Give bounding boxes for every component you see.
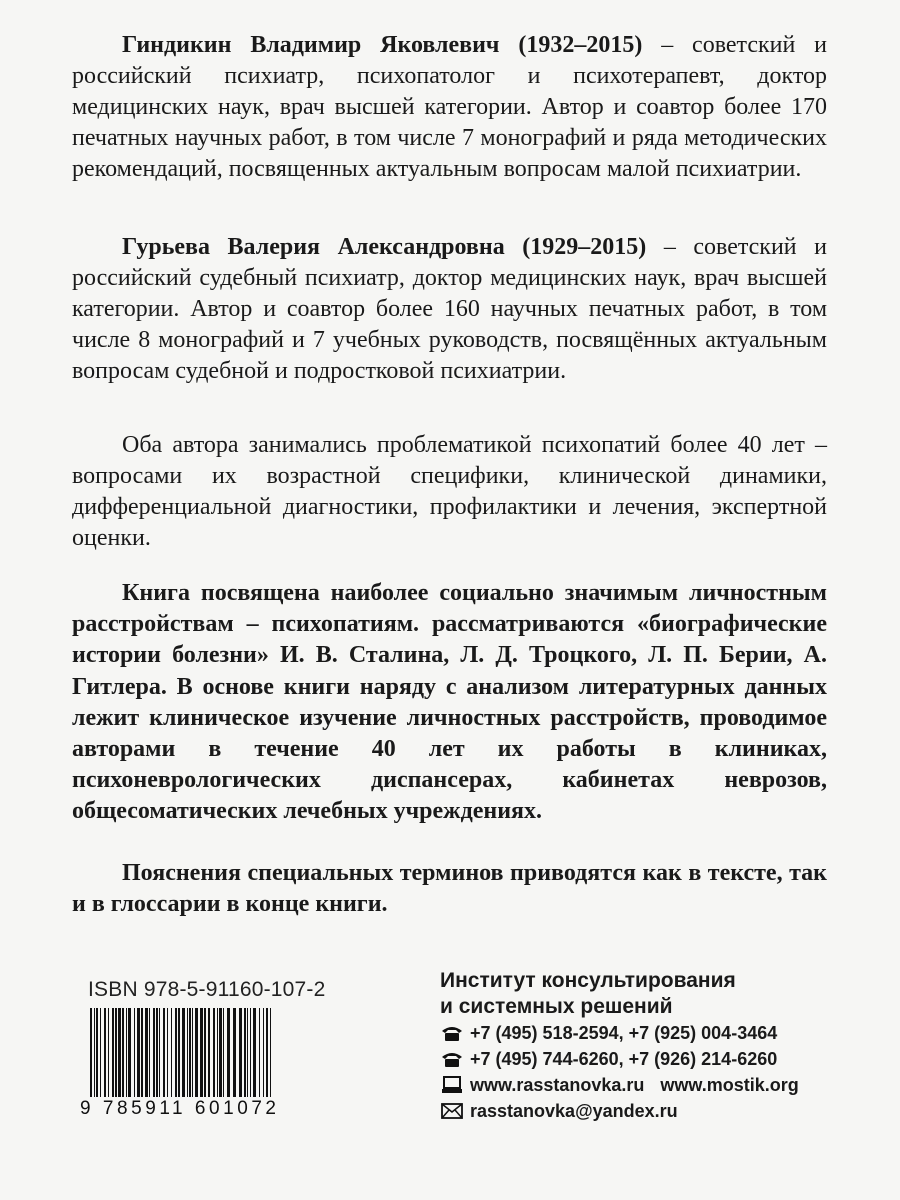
barcode-bar xyxy=(159,1008,160,1098)
author-bio-text: – советский и российский психиатр, психопатолог и психотерапевт, доктор медицинских наук, врач высшей категории. Автор и соавтор более 170 печатных научных работ, в том числе 7 монографий и ряда методических рекомендаций, посвященных актуальным вопросам малой психиатрии. xyxy=(72,32,828,182)
barcode-bar xyxy=(94,1008,95,1098)
barcode-bar xyxy=(171,1008,172,1098)
glossary-note: Пояснения специальных терминов приводятся как в тексте, так и в глоссарии в конце книги. xyxy=(72,860,827,918)
barcode-bar xyxy=(208,1008,210,1098)
computer-icon xyxy=(440,1076,464,1094)
phone-line xyxy=(440,1046,840,1072)
website-link[interactable]: www.rasstanovka.ru xyxy=(470,1075,645,1095)
barcode-bar xyxy=(213,1008,215,1098)
barcode-bar xyxy=(137,1008,140,1098)
barcode-bar xyxy=(253,1008,256,1098)
barcode-bar xyxy=(266,1008,268,1098)
barcode-bar xyxy=(192,1008,193,1098)
barcode-bar xyxy=(200,1008,203,1098)
author-bio-gurieva xyxy=(72,232,827,387)
barcode-bar xyxy=(112,1008,114,1098)
barcode-bar xyxy=(90,1008,92,1108)
book-description: Книга посвящена наиболее социально значимым личностным расстройствам – психопатиям. рассматриваются «биографические истории болезни» И. В. Сталина, Л. Д. Троцкого, Л. П. Берии, А. Гитлера. В основе книги наряду с анализом литературных данных лежит клиническое изучение личностных расстройств, проводимое авторами в течение 40 лет их работы в клиниках, психоневрологических диспансерах, кабинетах неврозов, общесоматических лечебных учреждениях. xyxy=(72,580,827,825)
authors-note: Оба автора занимались проблематикой психопатий более 40 лет – вопросами их возрастной специфики, клинической динамики, дифференциальной диагностики, профилактики и лечения, экспертной оценки. xyxy=(72,432,827,551)
envelope-icon xyxy=(440,1103,464,1119)
barcode-bar xyxy=(175,1008,177,1098)
barcode-bar xyxy=(263,1008,264,1098)
barcode-bar xyxy=(104,1008,106,1098)
barcode-bar xyxy=(100,1008,101,1098)
author-name: Гиндикин Владимир Яковлевич xyxy=(122,32,500,58)
phone-numbers[interactable]: +7 (495) 744-6260, +7 (926) 214-6260 xyxy=(470,1049,778,1069)
barcode-bar xyxy=(259,1008,260,1098)
barcode-bar xyxy=(189,1008,191,1098)
publisher-name-line2: и системных решений xyxy=(440,995,673,1018)
barcode-bar xyxy=(96,1008,98,1098)
barcode-bar xyxy=(223,1008,224,1098)
author-bio-text: – советский и российский судебный психиатр, доктор медицинских наук, врач высшей категории. Автор и соавтор более 160 научных печатных работ, в том числе 8 монографий и 7 учебных руководств, посвящённых актуальным вопросам судебной и подростковой психиатрии. xyxy=(72,234,828,384)
barcode-bar xyxy=(270,1008,271,1108)
barcode-bar xyxy=(108,1008,109,1098)
barcode-bar xyxy=(217,1008,218,1098)
email-link[interactable]: rasstanovka@yandex.ru xyxy=(470,1101,678,1121)
barcode-bar xyxy=(219,1008,222,1098)
barcode-bar xyxy=(126,1008,127,1098)
phone-icon xyxy=(440,1025,464,1041)
barcode-bar xyxy=(250,1008,251,1098)
isbn-barcode xyxy=(80,1008,280,1118)
author-years: (1929–2015) xyxy=(522,234,647,260)
barcode-bar xyxy=(227,1008,230,1098)
barcode-digits: 9 785911 601072 xyxy=(80,1098,276,1118)
barcode-bar xyxy=(178,1008,180,1108)
barcode-bar xyxy=(156,1008,158,1098)
email-line xyxy=(440,1098,840,1124)
barcode-bar xyxy=(239,1008,242,1098)
barcode-bar xyxy=(204,1008,206,1098)
publisher-name: Институт консультирования xyxy=(440,969,736,992)
barcode-bar xyxy=(163,1008,165,1098)
website-line xyxy=(440,1072,840,1098)
barcode-bar xyxy=(122,1008,124,1098)
author-bio-gindikin xyxy=(72,30,827,185)
isbn-label: ISBN 978-5-91160-107-2 xyxy=(88,978,326,1001)
website-link[interactable]: www.mostik.org xyxy=(660,1075,799,1095)
barcode-bar xyxy=(182,1008,185,1108)
barcode-bar xyxy=(145,1008,148,1098)
phone-line xyxy=(440,1020,840,1046)
barcode-bar xyxy=(141,1008,143,1098)
author-name: Гурьева Валерия Александровна xyxy=(122,234,505,260)
author-years: (1932–2015) xyxy=(518,32,643,58)
barcode-bar xyxy=(187,1008,188,1098)
barcode-bar xyxy=(149,1008,150,1098)
barcode-bar xyxy=(134,1008,135,1098)
barcode-bar xyxy=(247,1008,248,1098)
barcode-bar xyxy=(167,1008,168,1098)
phone-numbers[interactable]: +7 (495) 518-2594, +7 (925) 004-3464 xyxy=(470,1023,778,1043)
barcode-bar xyxy=(195,1008,198,1098)
barcode-bar xyxy=(153,1008,155,1098)
barcode-bar xyxy=(118,1008,121,1098)
barcode-bar xyxy=(244,1008,246,1098)
barcode-bar xyxy=(115,1008,117,1098)
barcode-bar xyxy=(233,1008,236,1098)
phone-icon xyxy=(440,1051,464,1067)
barcode-bar xyxy=(128,1008,131,1098)
publisher-block xyxy=(440,968,840,1124)
